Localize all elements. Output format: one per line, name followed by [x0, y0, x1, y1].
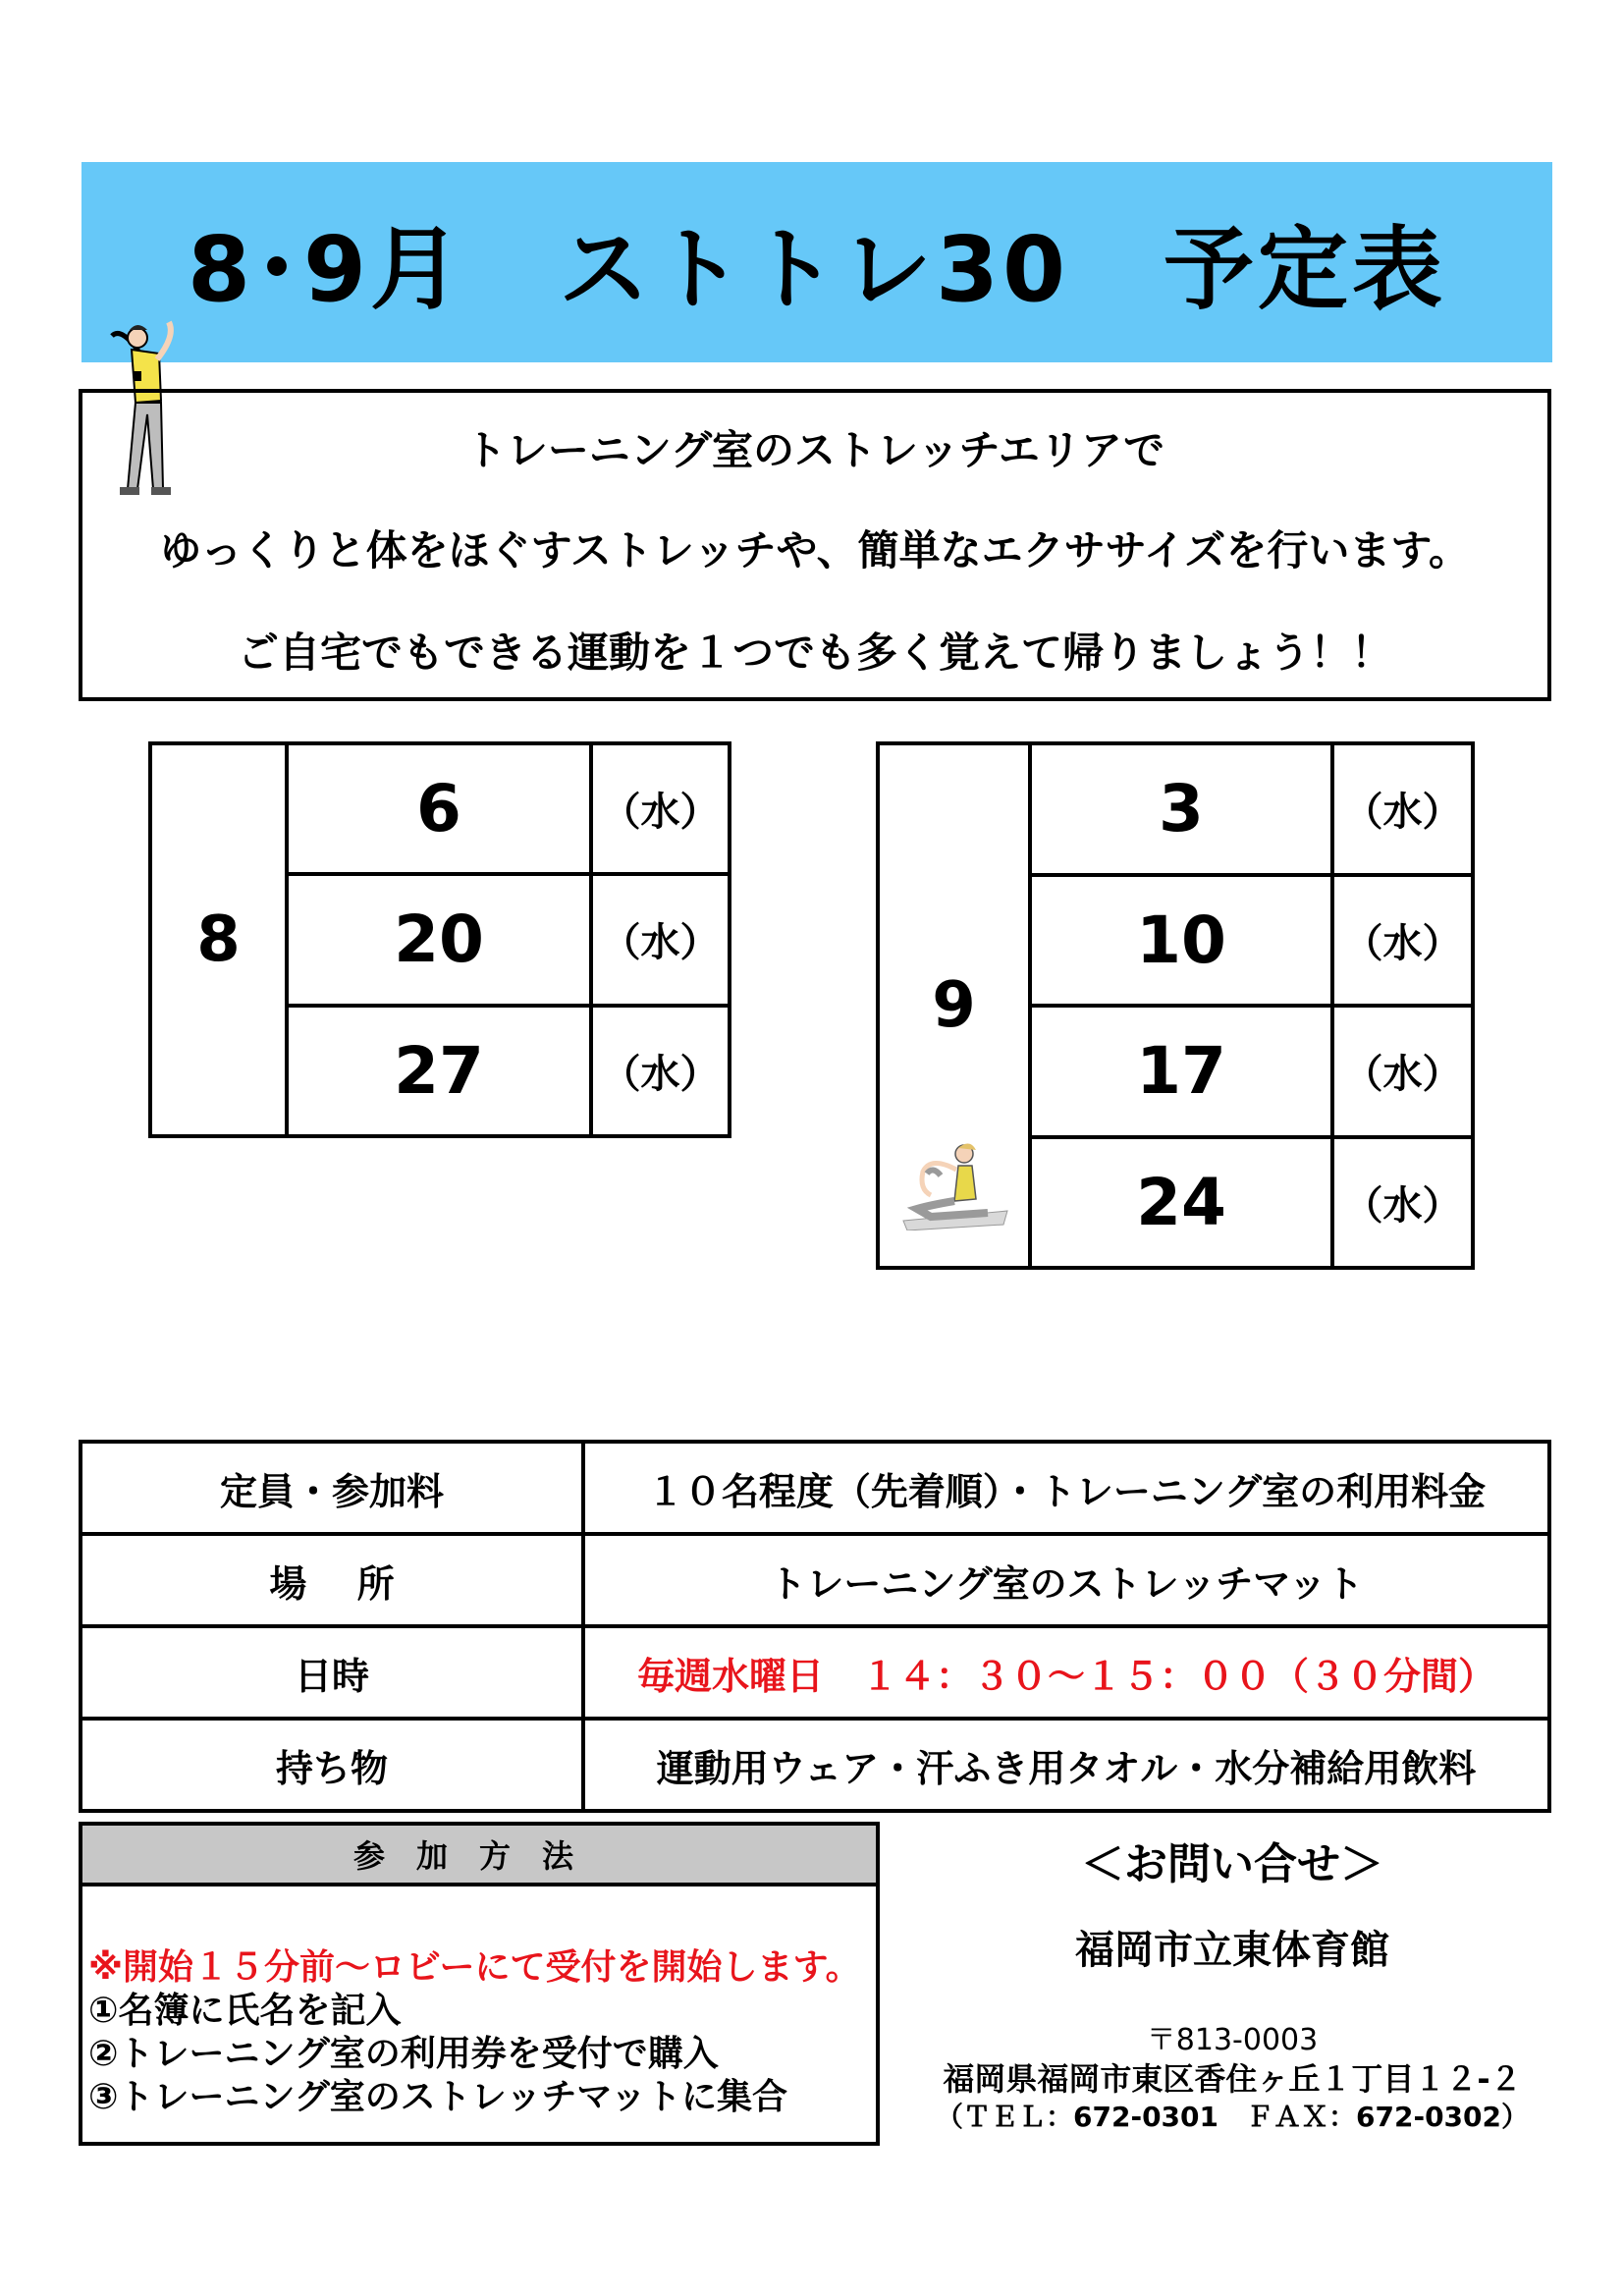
- weekday-cell: （水）: [1332, 1006, 1473, 1137]
- belongings-label: 持ち物: [81, 1719, 583, 1811]
- intro-line-2: ゆっくりと体をほぐすストレッチや、簡単なエクササイズを行います。: [160, 526, 1470, 574]
- how-to-join-heading: 参加方法: [82, 1826, 876, 1886]
- intro-line-1: トレーニング室のストレッチエリアで: [464, 426, 1165, 474]
- datetime-label: 日時: [81, 1626, 583, 1719]
- table-row: [878, 743, 1473, 875]
- location-value: トレーニング室のストレッチマット: [583, 1534, 1549, 1626]
- contact-address: 福岡県福岡市東区香住ヶ丘１丁目１２-２: [943, 2060, 1522, 2098]
- table-row: [81, 1442, 1549, 1534]
- weekday-cell: （水）: [1332, 743, 1473, 875]
- august-schedule-table: [148, 741, 731, 1138]
- table-row: [81, 1626, 1549, 1719]
- reception-note: ※開始１５分前～ロビーにて受付を開始します。: [88, 1947, 861, 1988]
- weekday-cell: （水）: [591, 743, 730, 874]
- weekday-cell: （水）: [591, 874, 730, 1005]
- datetime-value: 毎週水曜日 １４：３０～１５：００（３０分間）: [583, 1626, 1549, 1719]
- contact-organization: 福岡市立東体育館: [1075, 1928, 1389, 1973]
- location-label: 場 所: [81, 1534, 583, 1626]
- capacity-fee-value: １０名程度（先着順）・トレーニング室の利用料金: [583, 1442, 1549, 1534]
- september-schedule-table: [876, 741, 1475, 1270]
- weekday-cell: （水）: [1332, 875, 1473, 1007]
- contact-heading: ＜お問い合せ＞: [1081, 1839, 1383, 1889]
- step-1: ①名簿に氏名を記入: [88, 1991, 402, 2031]
- day-cell: 27: [287, 1006, 591, 1136]
- month-cell: [878, 743, 1030, 1268]
- month-label: 9: [932, 969, 976, 1042]
- day-cell: 3: [1030, 743, 1332, 875]
- weekday-cell: （水）: [1332, 1137, 1473, 1269]
- how-to-join-box: [79, 1822, 880, 2146]
- table-row: [150, 743, 730, 874]
- intro-line-3: ご自宅でもできる運動を１つでも多く覚えて帰りましょう！！: [237, 629, 1392, 677]
- day-cell: 6: [287, 743, 591, 874]
- day-cell: 24: [1030, 1137, 1332, 1269]
- contact-phone-fax: （ＴＥＬ：672-0301 ＦＡＸ：672-0302）: [936, 2101, 1529, 2133]
- page-title: 8･9月 ストトレ30 予定表: [187, 217, 1447, 322]
- step-3: ③トレーニング室のストレッチマットに集合: [88, 2077, 787, 2117]
- event-info-table: [79, 1440, 1551, 1813]
- day-cell: 10: [1030, 875, 1332, 1007]
- contact-postal-code: 〒813-0003: [1146, 2023, 1319, 2057]
- yoga-pose-illustration: [901, 1136, 1009, 1230]
- day-cell: 20: [287, 874, 591, 1005]
- intro-box: [79, 389, 1551, 701]
- weekday-cell: （水）: [591, 1006, 730, 1136]
- month-cell: 8: [150, 743, 287, 1136]
- table-row: [81, 1534, 1549, 1626]
- belongings-value: 運動用ウェア・汗ふき用タオル・水分補給用飲料: [583, 1719, 1549, 1811]
- day-cell: 17: [1030, 1006, 1332, 1137]
- step-2: ②トレーニング室の利用券を受付で購入: [88, 2034, 719, 2074]
- capacity-fee-label: 定員・参加料: [81, 1442, 583, 1534]
- table-row: [81, 1719, 1549, 1811]
